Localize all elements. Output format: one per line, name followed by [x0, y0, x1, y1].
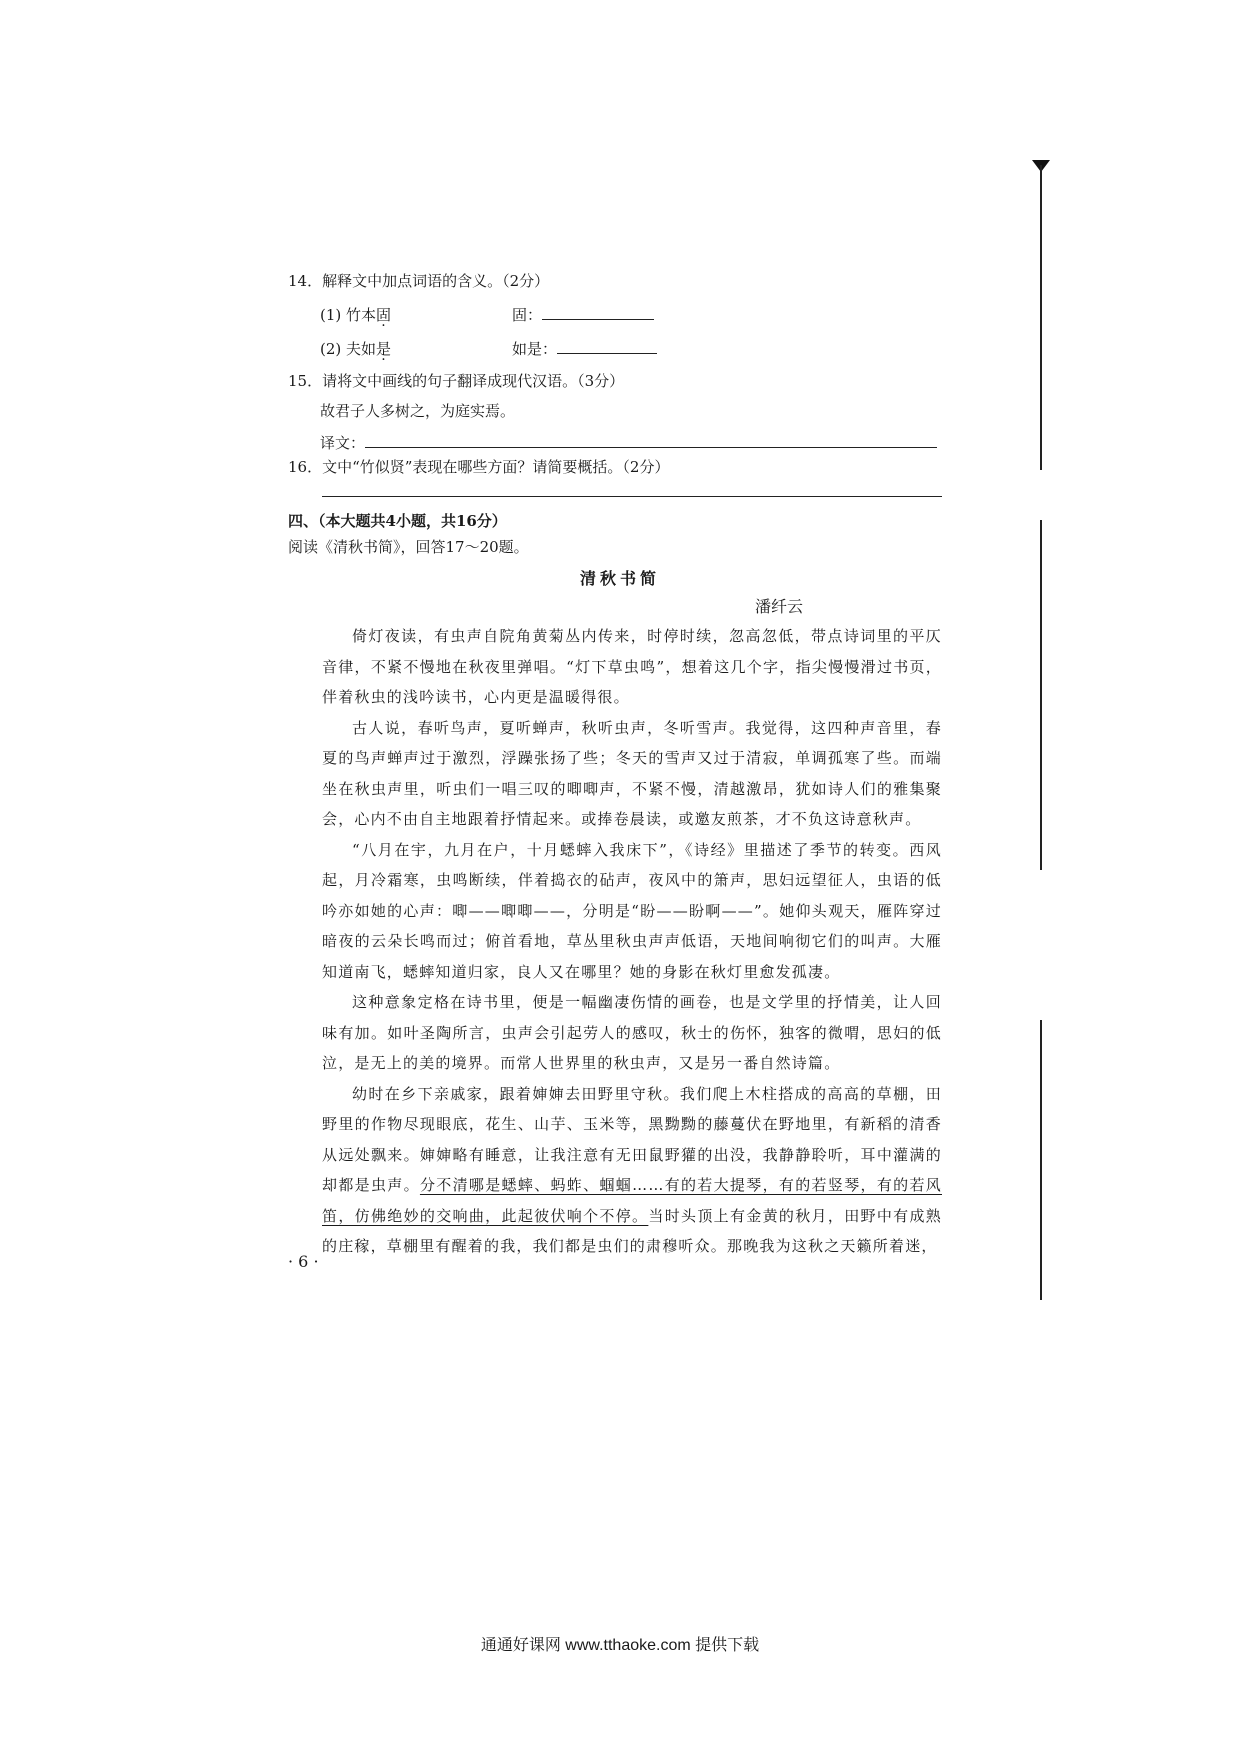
question-16-answer-line[interactable] [322, 496, 942, 497]
question-14-answer-2 [512, 338, 657, 359]
essay-title: 清秋书简 [579, 569, 660, 588]
translation-blank[interactable] [365, 433, 937, 448]
essay-paragraph: 倚灯夜读，有虫声自院角黄菊丛内传来，时停时续，忽高忽低，带点诗词里的平仄音律，不紧不慢地在秋夜里弹唱。“灯下草虫鸣”，想着这几个字，指尖慢慢滑过书页，伴着秋虫的浅吟读书，心内更是温暖得很。 [322, 627, 942, 706]
essay-paragraph [322, 1079, 942, 1262]
answer-1-label: 固： [512, 306, 543, 324]
answer-1-blank[interactable] [542, 305, 654, 320]
emphasis-dot-char: 固 [376, 306, 392, 324]
translation-label: 译文： [320, 434, 366, 452]
binding-line [1040, 1020, 1042, 1300]
essay-paragraph: “八月在宇，九月在户，十月蟋蟀入我床下”，《诗经》里描述了季节的转变。西风起，月冷霜寒，虫鸣断续，伴着捣衣的砧声，夜风中的箫声，思妇远望征人，虫语的低吟亦如她的心声：唧——唧唧——，分明是“盼——盼啊——”。她仰头观天，雁阵穿过暗夜的云朵长鸣而过；俯首看地，草丛里秋虫声声低语，天地间响彻它们的叫声。大雁知道南飞，蟋蟀知道归家，良人又在哪里？她的身影在秋灯里愈发孤凄。 [322, 840, 942, 981]
underlined-sentence: 分不清哪是蟋蟀、蚂蚱、蝈蝈……有的若大提琴，有的若竖琴，有的若风笛，仿佛绝妙的交响曲，此起彼伏响个不停。 [322, 1176, 942, 1225]
section-intro: 阅读《清秋书简》，回答17～20题。 [288, 538, 529, 556]
essay-paragraph: 古人说，春听鸟声，夏听蝉声，秋听虫声，冬听雪声。我觉得，这四种声音里，春夏的鸟声蝉声过于激烈，浮躁张扬了些；冬天的雪声又过于清寂，单调孤寒了些。而端坐在秋虫声里，听虫们一唱三叹的唧唧声，不紧不慢，清越激昂，犹如诗人们的雅集聚会，心内不由自主地跟着抒情起来。或捧卷晨读，或邀友煎茶，才不负这诗意秋声。 [322, 718, 942, 828]
question-15-sentence: 故君子人多树之，为庭实焉。 [320, 402, 516, 420]
binding-line [1040, 165, 1042, 470]
question-15-stem: 15．请将文中画线的句子翻译成现代汉语。（3分） [288, 372, 625, 390]
paragraph-text: 幼时在乡下亲戚家，跟着婶婶去田野里守秋。我们爬上木柱搭成的高高的草棚，田野里的作物尽现眼底，花生、山芋、玉米等，黑黝黝的藤蔓伏在野地里，有新稻的清香从远处飘来。婶婶略有睡意，让我注意有无田鼠野獾的出没，我静静聆听，耳中灌满的却都是虫声。 [322, 1084, 942, 1194]
question-16-stem: 16．文中“竹似贤”表现在哪些方面？请简要概括。（2分） [288, 458, 670, 476]
essay-author: 潘纤云 [755, 597, 804, 616]
question-14-answer-1 [512, 304, 654, 325]
paragraph-text: 当时头顶上有金黄的秋月，田野中有成熟的庄稼，草棚里有醒着的我，我们都是虫们的肃穆听众。那晚我为这秋之天籁所着迷， [322, 1206, 942, 1255]
answer-2-blank[interactable] [557, 339, 657, 354]
question-15-answer [320, 432, 937, 453]
emphasis-dot-char: 是 [376, 340, 392, 358]
essay-paragraph: 这种意象定格在诗书里，便是一幅幽凄伤情的画卷，也是文学里的抒情美，让人回味有加。如叶圣陶所言，虫声会引起劳人的感叹，秋士的伤怀，独客的微喟，思妇的低泣，是无上的美的境界。而常人世界里的秋虫声，又是另一番自然诗篇。 [322, 993, 942, 1072]
essay-body [322, 621, 942, 1262]
item-1-word: (1) 竹本 [320, 306, 377, 324]
footer-credit: 通通好课网 www.tthaoke.com 提供下载 [480, 1637, 760, 1654]
question-14-stem: 14．解释文中加点词语的含义。（2分） [288, 272, 550, 290]
page-number: · 6 · [288, 1252, 319, 1271]
section-heading: 四、（本大题共4小题，共16分） [288, 512, 507, 530]
answer-2-label: 如是： [512, 340, 558, 358]
question-14-item-2 [320, 338, 391, 359]
question-14-item-1 [320, 304, 391, 325]
item-2-word: (2) 夫如 [320, 340, 377, 358]
